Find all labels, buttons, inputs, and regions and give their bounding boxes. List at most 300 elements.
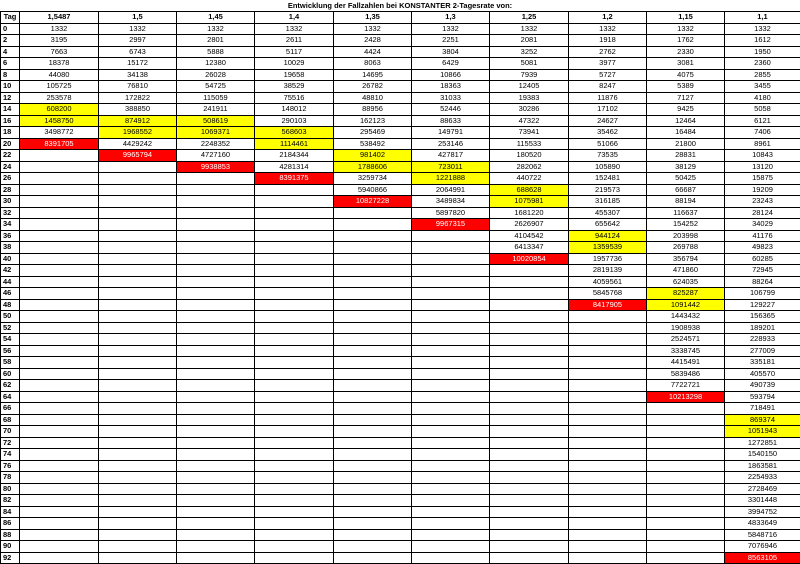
value-cell[interactable] — [99, 207, 177, 219]
value-cell[interactable] — [490, 288, 569, 300]
header-rate[interactable]: 1,4 — [255, 12, 334, 24]
value-cell[interactable]: 8417905 — [569, 299, 647, 311]
value-cell[interactable] — [490, 391, 569, 403]
value-cell[interactable] — [334, 380, 412, 392]
value-cell[interactable]: 1612 — [725, 35, 800, 47]
value-cell[interactable] — [20, 380, 99, 392]
value-cell[interactable]: 5897820 — [412, 207, 490, 219]
value-cell[interactable]: 228933 — [725, 334, 800, 346]
value-cell[interactable] — [334, 357, 412, 369]
value-cell[interactable] — [255, 334, 334, 346]
value-cell[interactable] — [99, 449, 177, 461]
value-cell[interactable] — [99, 265, 177, 277]
value-cell[interactable]: 8961 — [725, 138, 800, 150]
value-cell[interactable] — [255, 242, 334, 254]
value-cell[interactable] — [569, 506, 647, 518]
value-cell[interactable]: 981402 — [334, 150, 412, 162]
value-cell[interactable] — [177, 529, 255, 541]
value-cell[interactable] — [20, 288, 99, 300]
value-cell[interactable] — [412, 506, 490, 518]
value-cell[interactable] — [334, 207, 412, 219]
value-cell[interactable] — [99, 288, 177, 300]
value-cell[interactable] — [334, 334, 412, 346]
value-cell[interactable] — [177, 311, 255, 323]
value-cell[interactable] — [20, 299, 99, 311]
value-cell[interactable] — [490, 276, 569, 288]
day-cell[interactable]: 84 — [1, 506, 20, 518]
day-cell[interactable]: 6 — [1, 58, 20, 70]
value-cell[interactable] — [334, 219, 412, 231]
value-cell[interactable]: 10020854 — [490, 253, 569, 265]
value-cell[interactable]: 9967315 — [412, 219, 490, 231]
value-cell[interactable]: 219573 — [569, 184, 647, 196]
value-cell[interactable] — [412, 414, 490, 426]
day-cell[interactable]: 64 — [1, 391, 20, 403]
value-cell[interactable] — [20, 276, 99, 288]
day-cell[interactable]: 50 — [1, 311, 20, 323]
value-cell[interactable] — [490, 426, 569, 438]
value-cell[interactable]: 75516 — [255, 92, 334, 104]
value-cell[interactable] — [334, 449, 412, 461]
value-cell[interactable] — [255, 506, 334, 518]
value-cell[interactable] — [647, 483, 725, 495]
value-cell[interactable]: 50425 — [647, 173, 725, 185]
day-cell[interactable]: 52 — [1, 322, 20, 334]
value-cell[interactable]: 2855 — [725, 69, 800, 81]
value-cell[interactable]: 3259734 — [334, 173, 412, 185]
value-cell[interactable] — [334, 391, 412, 403]
value-cell[interactable] — [20, 253, 99, 265]
value-cell[interactable]: 2819139 — [569, 265, 647, 277]
value-cell[interactable]: 7406 — [725, 127, 800, 139]
value-cell[interactable]: 405570 — [725, 368, 800, 380]
value-cell[interactable] — [647, 495, 725, 507]
value-cell[interactable] — [412, 334, 490, 346]
value-cell[interactable] — [490, 380, 569, 392]
value-cell[interactable] — [20, 414, 99, 426]
header-rate[interactable]: 1,5487 — [20, 12, 99, 24]
value-cell[interactable] — [412, 529, 490, 541]
value-cell[interactable] — [255, 219, 334, 231]
value-cell[interactable]: 148012 — [255, 104, 334, 116]
value-cell[interactable] — [99, 276, 177, 288]
value-cell[interactable] — [99, 299, 177, 311]
value-cell[interactable]: 4180 — [725, 92, 800, 104]
value-cell[interactable]: 76810 — [99, 81, 177, 93]
value-cell[interactable] — [20, 472, 99, 484]
value-cell[interactable] — [412, 483, 490, 495]
value-cell[interactable] — [99, 391, 177, 403]
value-cell[interactable] — [334, 253, 412, 265]
value-cell[interactable]: 3195 — [20, 35, 99, 47]
value-cell[interactable]: 723011 — [412, 161, 490, 173]
value-cell[interactable] — [490, 299, 569, 311]
value-cell[interactable]: 3498772 — [20, 127, 99, 139]
value-cell[interactable] — [334, 460, 412, 472]
value-cell[interactable]: 13120 — [725, 161, 800, 173]
value-cell[interactable]: 6121 — [725, 115, 800, 127]
value-cell[interactable] — [99, 518, 177, 530]
value-cell[interactable] — [647, 506, 725, 518]
value-cell[interactable] — [569, 541, 647, 553]
value-cell[interactable] — [177, 345, 255, 357]
value-cell[interactable]: 10827228 — [334, 196, 412, 208]
value-cell[interactable]: 2248352 — [177, 138, 255, 150]
value-cell[interactable]: 1332 — [99, 23, 177, 35]
value-cell[interactable] — [255, 414, 334, 426]
day-cell[interactable]: 36 — [1, 230, 20, 242]
value-cell[interactable] — [334, 437, 412, 449]
value-cell[interactable] — [255, 276, 334, 288]
value-cell[interactable] — [99, 380, 177, 392]
value-cell[interactable]: 21800 — [647, 138, 725, 150]
value-cell[interactable] — [490, 483, 569, 495]
value-cell[interactable] — [412, 426, 490, 438]
day-cell[interactable]: 86 — [1, 518, 20, 530]
value-cell[interactable]: 88633 — [412, 115, 490, 127]
day-cell[interactable]: 4 — [1, 46, 20, 58]
value-cell[interactable]: 8063 — [334, 58, 412, 70]
value-cell[interactable]: 8563105 — [725, 552, 800, 564]
value-cell[interactable] — [20, 403, 99, 415]
value-cell[interactable]: 508619 — [177, 115, 255, 127]
value-cell[interactable] — [20, 552, 99, 564]
value-cell[interactable] — [177, 196, 255, 208]
value-cell[interactable] — [569, 391, 647, 403]
value-cell[interactable] — [99, 161, 177, 173]
value-cell[interactable]: 3301448 — [725, 495, 800, 507]
value-cell[interactable] — [177, 207, 255, 219]
value-cell[interactable]: 73941 — [490, 127, 569, 139]
value-cell[interactable] — [569, 437, 647, 449]
value-cell[interactable]: 1950 — [725, 46, 800, 58]
value-cell[interactable] — [569, 529, 647, 541]
value-cell[interactable] — [177, 173, 255, 185]
value-cell[interactable] — [255, 391, 334, 403]
value-cell[interactable]: 162123 — [334, 115, 412, 127]
value-cell[interactable]: 4075 — [647, 69, 725, 81]
value-cell[interactable] — [177, 414, 255, 426]
value-cell[interactable]: 88264 — [725, 276, 800, 288]
value-cell[interactable]: 10843 — [725, 150, 800, 162]
value-cell[interactable] — [255, 552, 334, 564]
value-cell[interactable]: 7127 — [647, 92, 725, 104]
value-cell[interactable]: 1788606 — [334, 161, 412, 173]
value-cell[interactable]: 54725 — [177, 81, 255, 93]
header-rate[interactable]: 1,45 — [177, 12, 255, 24]
value-cell[interactable] — [99, 196, 177, 208]
value-cell[interactable] — [99, 242, 177, 254]
value-cell[interactable]: 490739 — [725, 380, 800, 392]
value-cell[interactable]: 2728469 — [725, 483, 800, 495]
value-cell[interactable]: 1075981 — [490, 196, 569, 208]
day-cell[interactable]: 16 — [1, 115, 20, 127]
day-cell[interactable]: 28 — [1, 184, 20, 196]
value-cell[interactable] — [569, 368, 647, 380]
value-cell[interactable]: 1540150 — [725, 449, 800, 461]
value-cell[interactable]: 116637 — [647, 207, 725, 219]
value-cell[interactable]: 608200 — [20, 104, 99, 116]
value-cell[interactable] — [20, 506, 99, 518]
value-cell[interactable] — [334, 276, 412, 288]
value-cell[interactable] — [255, 184, 334, 196]
value-cell[interactable]: 5058 — [725, 104, 800, 116]
value-cell[interactable] — [412, 230, 490, 242]
day-cell[interactable]: 38 — [1, 242, 20, 254]
value-cell[interactable] — [412, 311, 490, 323]
value-cell[interactable]: 4429242 — [99, 138, 177, 150]
value-cell[interactable] — [412, 276, 490, 288]
value-cell[interactable] — [99, 529, 177, 541]
value-cell[interactable]: 1443432 — [647, 311, 725, 323]
day-cell[interactable]: 58 — [1, 357, 20, 369]
header-tag[interactable]: Tag — [1, 12, 20, 24]
value-cell[interactable]: 5117 — [255, 46, 334, 58]
value-cell[interactable]: 180520 — [490, 150, 569, 162]
value-cell[interactable] — [99, 311, 177, 323]
value-cell[interactable]: 3994752 — [725, 506, 800, 518]
value-cell[interactable]: 28831 — [647, 150, 725, 162]
value-cell[interactable]: 152481 — [569, 173, 647, 185]
value-cell[interactable]: 38529 — [255, 81, 334, 93]
value-cell[interactable] — [647, 541, 725, 553]
value-cell[interactable]: 23243 — [725, 196, 800, 208]
value-cell[interactable]: 115533 — [490, 138, 569, 150]
value-cell[interactable] — [99, 426, 177, 438]
value-cell[interactable] — [569, 322, 647, 334]
value-cell[interactable] — [255, 529, 334, 541]
value-cell[interactable]: 440722 — [490, 173, 569, 185]
value-cell[interactable] — [255, 207, 334, 219]
day-cell[interactable]: 2 — [1, 35, 20, 47]
value-cell[interactable] — [412, 495, 490, 507]
value-cell[interactable]: 5848716 — [725, 529, 800, 541]
value-cell[interactable]: 2997 — [99, 35, 177, 47]
value-cell[interactable] — [334, 242, 412, 254]
value-cell[interactable]: 30286 — [490, 104, 569, 116]
value-cell[interactable]: 2428 — [334, 35, 412, 47]
value-cell[interactable]: 455307 — [569, 207, 647, 219]
value-cell[interactable]: 2360 — [725, 58, 800, 70]
value-cell[interactable] — [255, 311, 334, 323]
day-cell[interactable]: 78 — [1, 472, 20, 484]
value-cell[interactable] — [177, 184, 255, 196]
value-cell[interactable] — [255, 518, 334, 530]
value-cell[interactable] — [334, 414, 412, 426]
day-cell[interactable]: 80 — [1, 483, 20, 495]
day-cell[interactable]: 72 — [1, 437, 20, 449]
value-cell[interactable] — [569, 460, 647, 472]
value-cell[interactable] — [255, 196, 334, 208]
value-cell[interactable]: 8247 — [569, 81, 647, 93]
value-cell[interactable]: 316185 — [569, 196, 647, 208]
value-cell[interactable] — [20, 391, 99, 403]
value-cell[interactable] — [412, 368, 490, 380]
value-cell[interactable] — [177, 506, 255, 518]
value-cell[interactable] — [490, 506, 569, 518]
value-cell[interactable] — [177, 322, 255, 334]
value-cell[interactable]: 4415491 — [647, 357, 725, 369]
value-cell[interactable] — [177, 426, 255, 438]
value-cell[interactable] — [20, 541, 99, 553]
value-cell[interactable]: 105890 — [569, 161, 647, 173]
value-cell[interactable] — [490, 403, 569, 415]
value-cell[interactable] — [334, 403, 412, 415]
value-cell[interactable]: 8391375 — [255, 173, 334, 185]
value-cell[interactable]: 154252 — [647, 219, 725, 231]
value-cell[interactable]: 5389 — [647, 81, 725, 93]
value-cell[interactable] — [177, 380, 255, 392]
day-cell[interactable]: 40 — [1, 253, 20, 265]
value-cell[interactable] — [20, 150, 99, 162]
value-cell[interactable]: 189201 — [725, 322, 800, 334]
value-cell[interactable]: 2762 — [569, 46, 647, 58]
value-cell[interactable] — [490, 437, 569, 449]
value-cell[interactable]: 73535 — [569, 150, 647, 162]
value-cell[interactable]: 48810 — [334, 92, 412, 104]
value-cell[interactable]: 10866 — [412, 69, 490, 81]
value-cell[interactable] — [412, 345, 490, 357]
value-cell[interactable] — [255, 265, 334, 277]
value-cell[interactable] — [177, 242, 255, 254]
value-cell[interactable]: 2254933 — [725, 472, 800, 484]
value-cell[interactable] — [255, 403, 334, 415]
value-cell[interactable]: 4281314 — [255, 161, 334, 173]
value-cell[interactable] — [412, 449, 490, 461]
day-cell[interactable]: 26 — [1, 173, 20, 185]
value-cell[interactable] — [255, 288, 334, 300]
value-cell[interactable]: 18363 — [412, 81, 490, 93]
day-cell[interactable]: 34 — [1, 219, 20, 231]
value-cell[interactable]: 1968552 — [99, 127, 177, 139]
value-cell[interactable] — [20, 460, 99, 472]
value-cell[interactable] — [177, 288, 255, 300]
value-cell[interactable] — [490, 472, 569, 484]
value-cell[interactable] — [177, 276, 255, 288]
value-cell[interactable] — [177, 437, 255, 449]
value-cell[interactable] — [490, 345, 569, 357]
value-cell[interactable]: 253146 — [412, 138, 490, 150]
value-cell[interactable] — [569, 414, 647, 426]
value-cell[interactable] — [99, 437, 177, 449]
value-cell[interactable] — [412, 403, 490, 415]
value-cell[interactable] — [334, 265, 412, 277]
value-cell[interactable] — [334, 541, 412, 553]
value-cell[interactable] — [255, 483, 334, 495]
value-cell[interactable]: 1114461 — [255, 138, 334, 150]
value-cell[interactable] — [177, 265, 255, 277]
day-cell[interactable]: 76 — [1, 460, 20, 472]
value-cell[interactable]: 60285 — [725, 253, 800, 265]
value-cell[interactable]: 1091442 — [647, 299, 725, 311]
value-cell[interactable]: 6413347 — [490, 242, 569, 254]
value-cell[interactable]: 1332 — [725, 23, 800, 35]
value-cell[interactable]: 41176 — [725, 230, 800, 242]
value-cell[interactable]: 4833649 — [725, 518, 800, 530]
value-cell[interactable] — [334, 322, 412, 334]
value-cell[interactable]: 4727160 — [177, 150, 255, 162]
value-cell[interactable]: 19383 — [490, 92, 569, 104]
value-cell[interactable]: 9965794 — [99, 150, 177, 162]
value-cell[interactable] — [334, 518, 412, 530]
value-cell[interactable] — [20, 230, 99, 242]
value-cell[interactable]: 2251 — [412, 35, 490, 47]
value-cell[interactable]: 1762 — [647, 35, 725, 47]
value-cell[interactable]: 203998 — [647, 230, 725, 242]
value-cell[interactable] — [99, 506, 177, 518]
value-cell[interactable]: 1359539 — [569, 242, 647, 254]
value-cell[interactable]: 427817 — [412, 150, 490, 162]
value-cell[interactable] — [99, 403, 177, 415]
value-cell[interactable] — [99, 173, 177, 185]
value-cell[interactable]: 1863581 — [725, 460, 800, 472]
header-rate[interactable]: 1,2 — [569, 12, 647, 24]
value-cell[interactable]: 105725 — [20, 81, 99, 93]
value-cell[interactable]: 1458750 — [20, 115, 99, 127]
value-cell[interactable] — [569, 449, 647, 461]
value-cell[interactable]: 34029 — [725, 219, 800, 231]
value-cell[interactable]: 624035 — [647, 276, 725, 288]
day-cell[interactable]: 56 — [1, 345, 20, 357]
value-cell[interactable]: 149791 — [412, 127, 490, 139]
value-cell[interactable]: 282062 — [490, 161, 569, 173]
value-cell[interactable]: 3338745 — [647, 345, 725, 357]
value-cell[interactable] — [177, 219, 255, 231]
value-cell[interactable]: 1332 — [569, 23, 647, 35]
value-cell[interactable] — [20, 184, 99, 196]
value-cell[interactable] — [20, 368, 99, 380]
value-cell[interactable]: 1332 — [647, 23, 725, 35]
value-cell[interactable]: 2626907 — [490, 219, 569, 231]
value-cell[interactable] — [490, 368, 569, 380]
value-cell[interactable] — [334, 368, 412, 380]
day-cell[interactable]: 24 — [1, 161, 20, 173]
value-cell[interactable]: 7076946 — [725, 541, 800, 553]
value-cell[interactable] — [569, 380, 647, 392]
value-cell[interactable]: 5839486 — [647, 368, 725, 380]
value-cell[interactable]: 7663 — [20, 46, 99, 58]
value-cell[interactable]: 3252 — [490, 46, 569, 58]
value-cell[interactable] — [255, 345, 334, 357]
value-cell[interactable] — [412, 265, 490, 277]
value-cell[interactable] — [99, 219, 177, 231]
value-cell[interactable] — [647, 449, 725, 461]
value-cell[interactable] — [647, 552, 725, 564]
value-cell[interactable] — [177, 230, 255, 242]
value-cell[interactable] — [334, 552, 412, 564]
value-cell[interactable] — [20, 322, 99, 334]
value-cell[interactable] — [177, 449, 255, 461]
value-cell[interactable]: 1332 — [412, 23, 490, 35]
value-cell[interactable]: 49823 — [725, 242, 800, 254]
value-cell[interactable]: 28124 — [725, 207, 800, 219]
value-cell[interactable] — [20, 518, 99, 530]
value-cell[interactable]: 19658 — [255, 69, 334, 81]
day-cell[interactable]: 68 — [1, 414, 20, 426]
value-cell[interactable] — [99, 460, 177, 472]
value-cell[interactable] — [647, 437, 725, 449]
value-cell[interactable]: 24627 — [569, 115, 647, 127]
value-cell[interactable]: 26028 — [177, 69, 255, 81]
value-cell[interactable]: 655642 — [569, 219, 647, 231]
day-cell[interactable]: 70 — [1, 426, 20, 438]
value-cell[interactable]: 44080 — [20, 69, 99, 81]
header-rate[interactable]: 1,3 — [412, 12, 490, 24]
value-cell[interactable]: 7939 — [490, 69, 569, 81]
value-cell[interactable] — [20, 196, 99, 208]
value-cell[interactable]: 6429 — [412, 58, 490, 70]
value-cell[interactable]: 3081 — [647, 58, 725, 70]
